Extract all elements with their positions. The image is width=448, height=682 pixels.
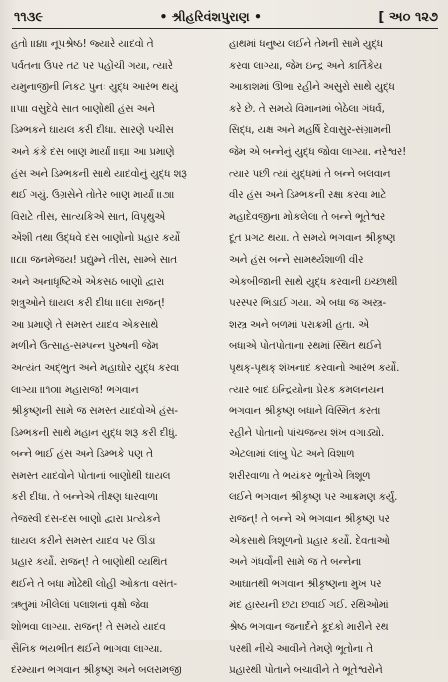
text-line: હતો ॥૪॥ નૂપશ્રેષ્ઠ! જ્યારે યાદવો તે	[11, 38, 154, 50]
text-line: હાથમાં ધનુષ્ય લઈને તેમની સામે યુદ્ધ	[229, 38, 383, 50]
text-line: એંશી તથા ઉદ્ધવે દસ બાણોનો પ્રહાર કર્યો	[11, 232, 181, 245]
text-line: સિદ્ધ, યક્ષ અને મહર્ષિ દેવાસુર-સંગ્રામની	[229, 124, 392, 137]
text-line: શ્રીકૃષ્ણની સામે જ સમસ્ત યાદવોએ હંસ-	[11, 405, 179, 418]
text-line: ડિમ્ભકની સાથે મહાન યુદ્ધ શરૂ કરી દીધું.	[11, 426, 178, 439]
text-line: અત્યંત અદ્ભુત અને મહાઘોર યુદ્ધ કરવા	[11, 361, 180, 374]
text-line: દૂત પ્રગટ થયા. તે સમયે ભગવાન શ્રીકૃષ્ણ	[229, 232, 396, 245]
text-line: મળીને ઉત્સાહ-સમ્પન્ન પુરુષની જેમ	[11, 340, 159, 353]
text-line: કરી દીધા. તે બન્નેએ તીક્ષ્ણ ધારવાળા	[11, 491, 158, 504]
page-header	[14, 6, 438, 28]
text-line: તેજસ્વી દસ-દસ બાણો દ્વારા પ્રત્યેકને	[11, 513, 161, 526]
right-text-column	[229, 34, 441, 682]
text-line: શોભવા લાગ્યા. રાજન્! તે સમયે યાદવ	[11, 621, 166, 634]
text-line: ॥૮॥ જનમેજય! પ્રદ્યુમ્ને તીસ, સામ્બે સાત	[11, 253, 178, 266]
text-line: પ્રહારથી પોતાને બચાવીને તે ભૂતેશ્વરોને	[229, 664, 383, 677]
text-line: અને ગંધર્વોની સામે જ તે બન્નેના	[229, 556, 362, 569]
text-line: થઈને તે બધા મોંઢેથી લોહી ઓકતા વસંત-	[11, 577, 177, 590]
text-line: શરીરવાળા તે ભયંકર ભૂતોએ ત્રિશૂળ	[229, 469, 371, 482]
text-line: દરમ્યાન ભગવાન શ્રીકૃષ્ણ અને બલરામજી	[11, 664, 182, 677]
text-line: લાગ્યા ॥૧૦॥ મહારાજ! ભગવાન	[11, 383, 139, 396]
text-line: પરથી નીચે આવીને તેમણે ભૂતોના તે	[229, 642, 373, 655]
text-line: આકાશમાં ઊભા રહીને અસુરો સાથે યુદ્ધ	[229, 81, 395, 94]
text-line: આ પ્રમાણે તે સમસ્ત યાદવ એકસાથે	[11, 318, 159, 331]
header-rule	[12, 28, 438, 29]
text-line: એકબીજાની સાથે યુદ્ધ કરવાની ઇચ્છાથી	[229, 275, 398, 288]
text-line: બધાએ પોતપોતાના રથમાં સ્થિત થઈને	[229, 340, 382, 353]
text-line: ઋતુમાં ખીલેલાં પલાશનાં વૃક્ષો જેવા	[11, 599, 149, 612]
text-line: રાજન્! તે બન્ને એ ભગવાન શ્રીકૃષ્ણ પર	[229, 513, 390, 526]
text-line: થઈ ગયું. ઉગ્રસેને તોતેર બાણ માર્યાં ॥૭॥	[11, 189, 175, 202]
text-line: બન્ને ભાઈ હંસ અને ડિમ્ભકે પણ તે	[11, 448, 153, 461]
text-line: અને કંકે દસ બાણ માર્યાં ॥૬॥ આ પ્રમાણે	[11, 145, 175, 158]
text-line: જેમ એ બન્નેનું યુદ્ધ જોવા લાગ્યા. નરેશ્વર!	[229, 145, 407, 158]
text-line: ડિમ્ભકને ઘાયલ કરી દીધા. સારણે પચીસ	[11, 124, 174, 137]
text-line: હંસ અને ડિમ્ભકની સાથે યાદવોનું યુદ્ધ શરૂ	[11, 167, 187, 180]
text-line: વીર હંસ અને ડિમ્ભકની રક્ષા કરવા માટે	[229, 189, 387, 202]
left-text-column	[11, 34, 223, 682]
text-line: પૃથક્-પૃથક્ શંખનાદ કરવાનો આરંભ કર્યો.	[229, 361, 400, 374]
text-line: સૈનિક ભયભીત થઈને ભાગવા લાગ્યા.	[11, 642, 163, 655]
text-line: ॥૫॥ વસુદેવે સાત બાણોથી હંસ અને	[11, 102, 155, 115]
text-line: રહીને પોતાનો પાંચજન્ય શંખ વગાડ્યો.	[229, 426, 385, 439]
text-line: પ્રહાર કર્યો. રાજન્! તે બાણોથી વ્યથિત	[11, 556, 168, 569]
text-line: મંદ હાસ્યની છટા છવાઈ ગઈ. રથિઓમાં	[229, 599, 389, 612]
text-line: આઘાતથી ભગવાન શ્રીકૃષ્ણના મુખ પર	[229, 577, 382, 590]
text-line: એકસાથે ત્રિશૂળનો પ્રહાર કર્યો. દેવતાઓ	[229, 534, 390, 547]
text-line: વિરાટે તીસ, સાત્યકિએ સાત, વિપૃથુએ	[11, 210, 166, 223]
text-line: યમુનાજીની નિકટ પુનઃ યુદ્ધ આરંભ થયું	[11, 81, 178, 94]
text-line: શસ્ત્ર અને બળમાં પરાક્રમી હતા. એ	[229, 318, 369, 331]
text-line: ઘાયલ કરીને સમસ્ત યાદવ પર ઊંડા	[11, 534, 156, 547]
text-line: લઈને ભગવાન શ્રીકૃષ્ણ પર આક્રમણ કર્યું.	[229, 491, 398, 504]
text-line: ત્યાર બાદ ઇન્દ્રિયોના પ્રેરક કમલનયન	[229, 383, 384, 396]
text-line: એટલામાં લાંબુ પેટ અને વિશાળ	[229, 448, 355, 461]
chapter-reference: [ અ૦ ૧૨૭	[378, 9, 438, 25]
text-line: પરસ્પર ભિડાઈ ગયા. એ બધા જ અસ્ત્ર-	[229, 297, 387, 310]
text-line: મહાદેવજીના મોકલેલા તે બન્ને ભૂતેશ્વર	[229, 210, 386, 223]
book-title: • શ્રીહરિવંશપુરાણ •	[159, 9, 263, 24]
text-line: કરવા લાગ્યા, જેમ ઇન્દ્ર અને કાર્તિકેય	[229, 59, 383, 72]
text-line: સમસ્ત યાદવોને પોતાનાં બાણોથી ઘાયલ	[11, 469, 171, 482]
text-line: ભગવાન શ્રીકૃષ્ણ બધાને વિસ્મિત કરતા	[229, 405, 381, 418]
text-line: ત્યાર પછી ત્યાં યુદ્ધમાં તે બન્ને બલવાન	[229, 167, 391, 180]
text-line: કરે છે. તે સમયે વિમાનમાં બેઠેલા ગંધર્વ,	[229, 102, 385, 115]
text-line: શત્રુઓને ઘાયલ કરી દીધા ॥૯॥ રાજન્!	[11, 297, 165, 310]
text-line: અને હંસ બન્ને સામર્થ્યશાળી વીર	[229, 253, 364, 266]
text-line: પર્વતના ઉપર તટ પર પહોંચી ગયા, ત્યારે	[11, 59, 173, 72]
text-line: અને અનાધૃષ્ટિએ એકસઠ બાણો દ્વારા	[11, 275, 165, 288]
text-line: શ્રેષ્ઠ ભગવાન જનાર્દને કૂદકો મારીને રથ	[229, 621, 389, 634]
page-number: ૧૧૩૯	[14, 9, 44, 25]
